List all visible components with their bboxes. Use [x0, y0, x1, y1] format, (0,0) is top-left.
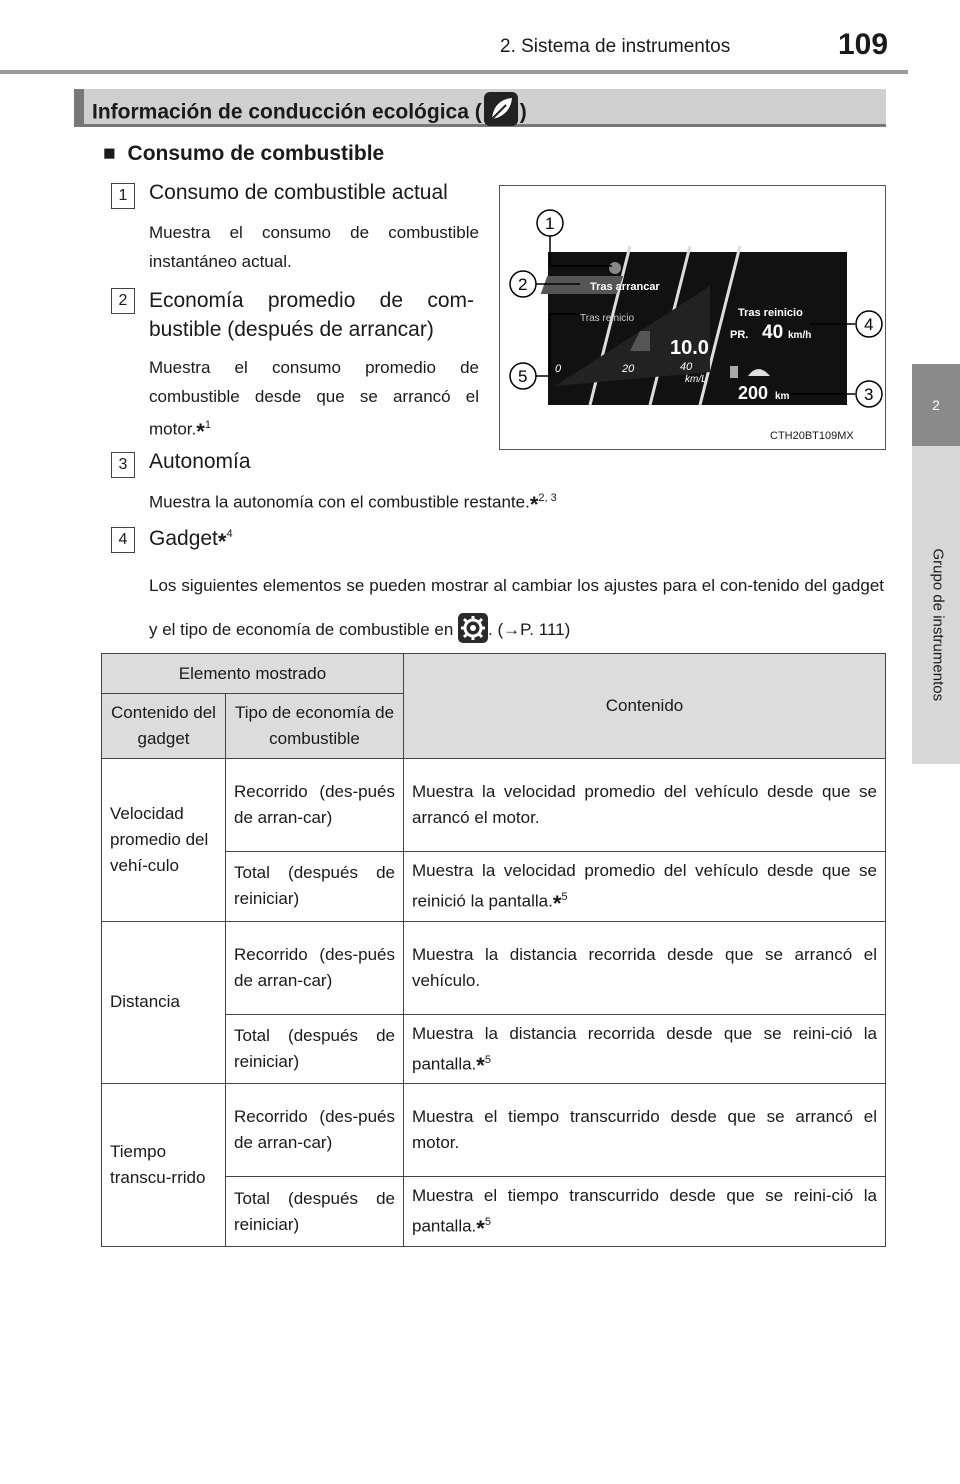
table-row: [102, 759, 886, 852]
callout-2: 2: [518, 275, 528, 294]
item-number: 3: [111, 452, 135, 478]
row-content: Muestra el tiempo transcurrido desde que se reini-ció la pantalla.: [412, 1186, 877, 1236]
indicator-dot: [609, 262, 621, 274]
table-header-type: Tipo de economía de combustible: [226, 694, 404, 759]
label-tras-reinicio: Tras reinicio: [738, 307, 803, 319]
item-description-end: . (→P. 111): [488, 620, 571, 639]
footnote-asterisk: *: [476, 1053, 485, 1079]
scale-0: 0: [555, 363, 562, 375]
subsection-title: Consumo de combustible: [127, 142, 385, 165]
row-type: Total (después de reiniciar): [226, 852, 404, 922]
instrument-display-illustration: [500, 186, 885, 449]
footnote-asterisk: *: [196, 418, 205, 444]
item-number: 1: [111, 183, 135, 209]
scale-20: 20: [622, 363, 635, 375]
row-content: Muestra la distancia recorrida desde que se reini-ció la pantalla.: [412, 1023, 877, 1074]
table-row: [102, 921, 886, 1014]
footnote-asterisk: *: [529, 491, 539, 517]
callout-5: 5: [518, 367, 528, 386]
table-header-content: Contenido: [404, 654, 886, 759]
item-title: Consumo de combustible actual: [149, 181, 448, 204]
item-title: Autonomía: [149, 450, 251, 473]
item-description-text: Los siguientes elementos se pueden mostrar al cambiar los ajustes para el con-tenido del gadget y el tipo de economía de combustible en: [149, 576, 884, 639]
label-pr: PR.: [730, 329, 749, 341]
range-value: 200: [738, 383, 769, 403]
speed-unit: km/h: [788, 330, 812, 341]
row-type: Total (después de reiniciar): [226, 1014, 404, 1084]
row-content-cell: [404, 1014, 886, 1084]
table-row: [102, 1084, 886, 1177]
item-number: 2: [111, 288, 135, 314]
eco-section-title: [92, 96, 527, 130]
row-content-cell: [404, 852, 886, 922]
group-name: Distancia: [102, 921, 226, 1084]
callout-1: 1: [545, 214, 555, 233]
item-description: [149, 564, 884, 652]
item-title: [149, 525, 233, 554]
row-type: Recorrido (des-pués de arran-car): [226, 1084, 404, 1177]
item-title-text: Gadget: [149, 527, 218, 550]
side-tab-label: Grupo de instrumentos: [929, 548, 947, 702]
callout-4: 4: [864, 315, 874, 334]
eco-title-suffix: ): [519, 100, 527, 124]
label-tras-reinicio-small: Tras reinicio: [580, 313, 635, 324]
item-description: [149, 484, 849, 517]
group-name: Tiempo transcu-rrido: [102, 1084, 226, 1247]
range-unit: km: [775, 391, 790, 402]
row-content: Muestra la velocidad promedio del vehículo desde que se reinició la pantalla.: [412, 861, 877, 911]
row-content: Muestra la distancia recorrida desde que se arrancó el vehículo.: [404, 921, 886, 1014]
gadget-info-table: [101, 653, 886, 1247]
row-content-cell: [404, 1177, 886, 1247]
header-rule: [0, 70, 908, 74]
item-description-text: Muestra la autonomía con el combustible restante.: [149, 492, 530, 512]
settings-gear-icon: [458, 613, 488, 643]
footnote-ref: 4: [226, 528, 233, 540]
eco-leaf-icon: [484, 92, 518, 126]
row-type: Recorrido (des-pués de arran-car): [226, 921, 404, 1014]
item-description: [149, 353, 479, 444]
figure-code: CTH20BT109MX: [770, 430, 854, 442]
group-name: Velocidad promedio del vehí-culo: [102, 759, 226, 922]
footnote-ref: 5: [484, 1216, 491, 1229]
subsection-marker: ■: [103, 142, 116, 165]
item-description-text: Muestra el consumo promedio de combustible desde que se arrancó el motor.: [149, 358, 479, 439]
section-title: 2. Sistema de instrumentos: [500, 36, 731, 57]
callout-3: 3: [864, 385, 874, 404]
item-number: 4: [111, 527, 135, 553]
side-tab-number: 2: [912, 364, 960, 446]
scale-40: 40: [680, 361, 693, 373]
table-header-element: Elemento mostrado: [102, 654, 404, 694]
fuel-icon: [730, 366, 738, 378]
row-type: Recorrido (des-pués de arran-car): [226, 759, 404, 852]
footnote-asterisk: *: [217, 529, 227, 554]
fuel-unit: km/L: [685, 374, 707, 385]
footnote-ref: 2, 3: [538, 492, 557, 504]
row-content: Muestra el tiempo transcurrido desde que se arrancó el motor.: [404, 1084, 886, 1177]
table-header-gadget: Contenido del gadget: [102, 694, 226, 759]
footnote-asterisk: *: [552, 890, 562, 916]
speed-value: 40: [762, 322, 784, 343]
subsection-heading: [103, 142, 384, 166]
item-description: Muestra el consumo de combustible instantáneo actual.: [149, 223, 479, 271]
fuel-value: 10.0: [670, 337, 709, 359]
row-type: Total (después de reiniciar): [226, 1177, 404, 1247]
eco-title-prefix: Información de conducción ecológica (: [92, 100, 482, 124]
footnote-asterisk: *: [476, 1215, 485, 1241]
footnote-ref: 5: [484, 1053, 491, 1066]
row-content: Muestra la velocidad promedio del vehículo desde que se arrancó el motor.: [404, 759, 886, 852]
footnote-ref: 1: [204, 419, 211, 431]
item-title: Economía promedio de com-bustible (después de arrancar): [149, 289, 474, 341]
page-number: 109: [838, 28, 889, 61]
instrument-display-figure: [499, 185, 886, 450]
footnote-ref: 5: [561, 891, 568, 903]
label-tras-arrancar: Tras arrancar: [590, 281, 660, 293]
